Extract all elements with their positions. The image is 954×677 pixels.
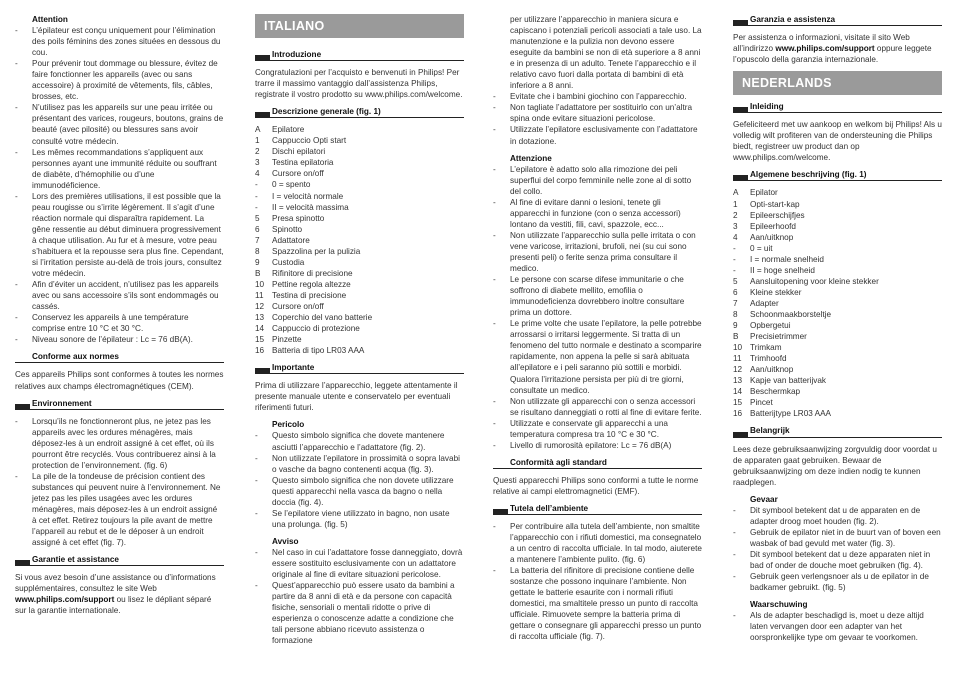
part-item (733, 342, 942, 353)
part-label: Trimhoofd (750, 354, 787, 364)
part-item (733, 243, 942, 254)
part-label: Rifinitore di precisione (272, 268, 353, 278)
attention-list (493, 164, 702, 451)
list-item: - Afin d’éviter un accident, n’utilisez pas les appareils avec ou sans accessoire s’ils sont endommagés ou cassés. (15, 279, 224, 312)
warning-heading: Avviso (272, 536, 299, 546)
important-heading: Belangrijk (733, 425, 942, 437)
part-item (255, 257, 464, 268)
part-key: 11 (733, 354, 742, 364)
part-label: Testina epilatoria (272, 158, 334, 168)
part-label: Precisietrimmer (750, 332, 807, 342)
part-item (255, 157, 464, 168)
list-item: - Non utilizzate gli apparecchi con o senza accessori se risultano danneggiati o rotti al fine di evitare ferite. (493, 396, 702, 418)
part-key: 15 (255, 335, 265, 345)
part-item (733, 331, 942, 342)
part-item (255, 323, 464, 334)
part-key: 10 (733, 343, 743, 353)
part-label: Spazzolina per la pulizia (272, 246, 361, 256)
part-label: Kleine stekker (750, 287, 802, 297)
parts-list (733, 187, 942, 419)
part-key: 3 (733, 221, 738, 231)
list-item: - Utilizzate l’epilatore esclusivamente con l’adattatore in dotazione. (493, 124, 702, 146)
part-item (733, 375, 942, 386)
continued-list (493, 91, 702, 146)
part-key: 7 (255, 235, 260, 245)
part-key: 12 (733, 365, 743, 375)
part-key: - (733, 254, 736, 264)
list-item: - N’utilisez pas les appareils sur une peau irritée ou présentant des varices, rougeurs, boutons, grains de beauté (avec pilosité) ou blessures sans avoir consulté votre médecin. (15, 102, 224, 146)
warranty-text (15, 572, 224, 616)
list-item: - Dit symbool betekent dat u de apparaten en de adapter droog moet houden (fig. 2). (733, 505, 942, 527)
column-dutch (733, 14, 942, 677)
part-label: 0 = spento (272, 180, 311, 190)
part-key: 16 (255, 346, 265, 356)
list-item: - Le prime volte che usate l’epilatore, la pelle potrebbe arrossarsi o irritarsi leggermente. Si tratta di un fenomeno del tutto normale e destinato a scomparire rapidamente, non appena la pelle si sarà abituata all’epilatore e i peli saranno più sottili e morbidi. Qualora l’irritazione persista per più di tre giorni, consultate un medico. (493, 318, 702, 395)
part-item (733, 210, 942, 221)
part-key: - (255, 202, 258, 212)
part-label: Beschermkap (750, 387, 801, 397)
list-item: - Per contribuire alla tutela dell’ambiente, non smaltite l’apparecchio con i rifiuti domestici, ma consegnatelo a un centro di raccolta ufficiale. In tal modo, aiuterete a mantenere l’ambiente pulito. (fig. 6) (493, 521, 702, 565)
part-key: 15 (733, 398, 743, 408)
part-key: - (733, 243, 736, 253)
part-key: 9 (733, 321, 738, 331)
part-item (255, 268, 464, 279)
list-item: - Lors des premières utilisations, il est possible que la peau rougisse ou s’irrite légèrement. Il s’agit d’une réaction normale qui disparaîtra rapidement. La gêne ressentie au début diminuera progressivement à chaque utilisation. Au fur et à mesure, votre peau s’habituera et la repousse sera plus fine. Cependant, si l’irritation persiste au-delà de trois jours, consultez votre médecin. (15, 191, 224, 279)
part-label: Trimkam (750, 343, 782, 353)
conformity-heading: Conformità agli standard (493, 457, 702, 469)
part-key: 4 (255, 169, 260, 179)
part-item (255, 213, 464, 224)
part-item (255, 135, 464, 146)
part-item (733, 386, 942, 397)
intro-heading: Introduzione (255, 49, 464, 61)
conformity-heading: Conforme aux normes (15, 351, 224, 363)
part-item (733, 276, 942, 287)
part-item (733, 309, 942, 320)
part-label: Dischi epilatori (272, 147, 326, 157)
warranty-text-part: Per assistenza o informazioni, visitate il sito Web all’indirizzo (733, 33, 910, 54)
part-label: Cappuccio di protezione (272, 324, 360, 334)
intro-heading: Inleiding (733, 101, 942, 113)
part-label: Presa spinotto (272, 213, 325, 223)
part-label: Batterijtype LR03 AAA (750, 409, 832, 419)
list-item: - Utilizzate e conservate gli apparecchi a una temperatura compresa tra 10 °C e 30 °C. (493, 418, 702, 440)
part-label: Aansluitopening voor kleine stekker (750, 276, 879, 286)
part-label: Testina di precisione (272, 290, 347, 300)
part-label: Kapje van batterijvak (750, 376, 827, 386)
column-french (15, 14, 224, 677)
part-label: Cappuccio Opti start (272, 136, 347, 146)
intro-text: Gefeliciteerd met uw aankoop en welkom bij Philips! Als u volledig wilt profiteren van de ondersteuning die Philips biedt, registreer uw product dan op www.philips.com/welcome. (733, 120, 942, 163)
part-key: B (255, 268, 261, 278)
part-key: 5 (733, 276, 738, 286)
part-label: 0 = uit (750, 243, 773, 253)
column-italian (255, 14, 464, 677)
part-item (733, 232, 942, 243)
part-label: II = velocità massima (272, 202, 349, 212)
part-item (255, 124, 464, 135)
part-label: Aan/uitknop (750, 232, 794, 242)
part-key: 6 (255, 224, 260, 234)
part-item (733, 254, 942, 265)
part-item (733, 287, 942, 298)
part-key: 14 (255, 324, 265, 334)
part-key: 3 (255, 158, 260, 168)
list-item: - Se l’epilatore viene utilizzato in bagno, non usate una prolunga. (fig. 5) (255, 508, 464, 530)
part-label: Schoonmaakborsteltje (750, 309, 832, 319)
part-label: Custodia (272, 257, 305, 267)
danger-heading: Pericolo (272, 420, 305, 430)
column-italian-continued (493, 14, 702, 677)
support-link[interactable]: www.philips.com/support (15, 595, 115, 605)
part-key: - (255, 191, 258, 201)
part-item (733, 320, 942, 331)
description-heading: Algemene beschrijving (fig. 1) (733, 169, 942, 181)
parts-list (255, 124, 464, 356)
part-item (255, 179, 464, 190)
part-key: - (733, 265, 736, 275)
part-key: 14 (733, 387, 743, 397)
list-item: - Pour prévenir tout dommage ou blessure, évitez de faire fonctionner les appareils (avec ou sans accessoire) à proximité de vêtements, fils, câbles, brosses, etc. (15, 58, 224, 102)
continued-text: per utilizzare l’apparecchio in maniera sicura e capiscano i potenziali pericoli associati a tale uso. La manutenzione e la pulizia non devono essere eseguite da bambini se non di età superiore a 8 anni e in presenza di un adulto. Tenete l’apparecchio e il relativo cavo fuori dalla portata di bambini di età inferiore a 8 anni. (510, 15, 702, 91)
list-item: - La pile de la tondeuse de précision contient des substances qui peuvent nuire à l’environnement. Ne jetez pas les piles usagées avec les ordures ménagères, mais déposez-les à un endroit assigné à cet effet. Retirez toujours la pile avant de mettre l’appareil au rebut et de le déposer à un endroit assigné à cet effet (fig. 7). (15, 471, 224, 548)
part-key: B (733, 332, 739, 342)
part-label: Aan/uitknop (750, 365, 794, 375)
part-label: Epileerhoofd (750, 221, 796, 231)
warranty-heading: Garanzia e assistenza (733, 14, 942, 26)
important-heading: Importante (255, 362, 464, 374)
part-item (255, 345, 464, 356)
part-item (255, 168, 464, 179)
part-label: Adattatore (272, 235, 310, 245)
warning-heading: Waarschuwing (750, 600, 808, 610)
warranty-text (733, 32, 942, 65)
part-key: 13 (733, 376, 743, 386)
part-key: 6 (733, 287, 738, 297)
part-item (255, 235, 464, 246)
conformity-text: Questi apparecchi Philips sono conformi a tutte le norme relative ai campi elettromagnetici (EMF). (493, 475, 699, 496)
language-banner-italiano: ITALIANO (255, 14, 464, 38)
list-item: - Les mêmes recommandations s’appliquent aux personnes ayant une immunité réduite ou souffrant de diabète, d’hémophilie ou d’une immunodéficience. (15, 147, 224, 191)
description-heading: Descrizione generale (fig. 1) (255, 106, 464, 118)
list-item: - Niveau sonore de l’épilateur : Lc = 76 dB(A). (15, 334, 224, 345)
part-item (733, 353, 942, 364)
attention-heading: Attention (32, 15, 68, 24)
environment-list (493, 521, 702, 643)
list-item: - Livello di rumorosità epilatore: Lc = 76 dB(A) (493, 440, 702, 451)
list-item: - Evitate che i bambini giochino con l’apparecchio. (493, 91, 702, 102)
language-banner-nederlands: NEDERLANDS (733, 71, 942, 95)
important-text: Prima di utilizzare l’apparecchio, leggete attentamente il presente manuale utente e conservatelo per eventuali riferimenti futuri. (255, 381, 458, 413)
part-label: Epileerschijfjes (750, 210, 805, 220)
list-item: - Als de adapter beschadigd is, moet u deze altijd laten vervangen door een adapter van het oorspronkelijke type om gevaar te voorkomen. (733, 610, 942, 643)
part-label: Epilatore (272, 125, 305, 135)
list-item: - La batteria del rifinitore di precisione contiene delle sostanze che possono inquinare l’ambiente. Non gettate le batterie esaurite con i normali rifiuti domestici, ma smaltitele presso un punto di raccolta ufficiale. Rimuovete sempre la batteria prima di gettare o consegnare gli apparecchi presso un punto di raccolta ufficiale (fig. 7). (493, 565, 702, 642)
danger-list (733, 505, 942, 593)
part-item (255, 202, 464, 213)
intro-text: Congratulazioni per l’acquisto e benvenuti in Philips! Per trarre il massimo vantaggio dall’assistenza Philips, registrate il vostro prodotto su www.philips.com/welcome. (255, 68, 463, 100)
list-item: - Non utilizzate l’apparecchio sulla pelle irritata o con vene varicose, irritazioni, brufoli, nei (su cui sono presenti peli) o ferite senza prima consultare il medico. (493, 230, 702, 274)
part-item (255, 246, 464, 257)
list-item: - L’épilateur est conçu uniquement pour l’élimination des poils féminins des zones situées en dessous du cou. (15, 25, 224, 58)
part-item (255, 146, 464, 157)
part-item (733, 408, 942, 419)
list-item: - Dit symbool betekent dat u deze apparaten niet in bad of onder de douche moet gebruiken (fig. 4). (733, 549, 942, 571)
part-item (255, 191, 464, 202)
part-key: 8 (733, 309, 738, 319)
list-item: - Gebruik geen verlengsnoer als u de epilator in de badkamer gebruikt. (fig. 5) (733, 571, 942, 593)
part-label: Adapter (750, 298, 779, 308)
part-item (255, 301, 464, 312)
warranty-heading: Garantie et assistance (15, 554, 224, 566)
part-item (255, 290, 464, 301)
part-key: 1 (255, 136, 260, 146)
part-item (733, 364, 942, 375)
part-label: Pincet (750, 398, 773, 408)
part-key: 11 (255, 290, 264, 300)
part-label: Pettine regola altezze (272, 279, 351, 289)
part-key: 5 (255, 213, 260, 223)
part-item (733, 221, 942, 232)
warranty-text-part: ou lisez le dépliant séparé sur la garantie internationale. (15, 595, 212, 616)
part-key: 2 (255, 147, 260, 157)
part-item (255, 224, 464, 235)
part-label: Coperchio del vano batterie (272, 313, 373, 323)
part-key: 16 (733, 409, 743, 419)
part-key: 7 (733, 298, 738, 308)
attention-list (15, 25, 224, 345)
part-label: Cursore on/off (272, 301, 324, 311)
warranty-text-part: Si vous avez besoin d’une assistance ou d’informations supplémentaires, consultez le site Web (15, 573, 216, 594)
list-item: - Questo simbolo significa che dovete mantenere asciutti l’apparecchio e l’adattatore (fig. 2). (255, 430, 464, 452)
environment-heading: Environnement (15, 398, 224, 410)
list-item: - Nel caso in cui l’adattatore fosse danneggiato, dovrà essere sostituito esclusivamente con un adattatore originale al fine di evitare situazioni pericolose. (255, 547, 464, 580)
danger-heading: Gevaar (750, 494, 778, 504)
part-key: A (733, 188, 739, 198)
part-key: A (255, 125, 261, 135)
list-item: - L’epilatore è adatto solo alla rimozione dei peli superflui del corpo femminile nelle zone al di sotto del collo. (493, 164, 702, 197)
warning-list (733, 610, 942, 643)
part-item (733, 265, 942, 276)
part-label: Pinzette (272, 335, 302, 345)
part-key: 4 (733, 232, 738, 242)
list-item: - Al fine di evitare danni o lesioni, tenete gli apparecchi in funzione (con o senza accessori) lontano da vestiti, fili, cavi, spazzole, ecc... (493, 197, 702, 230)
part-label: Cursore on/off (272, 169, 324, 179)
part-label: Opbergetui (750, 321, 791, 331)
list-item: - Conservez les appareils à une température comprise entre 10 °C et 30 °C. (15, 312, 224, 334)
part-label: Opti-start-kap (750, 199, 800, 209)
part-key: 1 (733, 199, 738, 209)
part-key: 8 (255, 246, 260, 256)
part-item (733, 298, 942, 309)
part-label: Epilator (750, 188, 778, 198)
conformity-text: Ces appareils Philips sont conformes à toutes les normes relatives aux champs électromagnétiques (CEM). (15, 370, 224, 391)
part-key: 9 (255, 257, 260, 267)
warning-list (255, 547, 464, 646)
list-item: - Lorsqu’ils ne fonctionneront plus, ne jetez pas les appareils avec les ordures ménagères, mais déposez-les à un endroit assigné à cet effet, où ils pourront être recyclés. Vous contribuerez ainsi à la protection de l’environnement. (fig. 6) (15, 416, 224, 471)
attention-heading: Attenzione (510, 153, 552, 163)
part-key: - (255, 180, 258, 190)
danger-list (255, 430, 464, 529)
important-text: Lees deze gebruiksaanwijzing zorgvuldig door voordat u de apparaten gaat gebruiken. Bewaar de gebruiksaanwijzing om deze indien nodig te kunnen raadplegen. (733, 444, 937, 487)
part-item (255, 334, 464, 345)
part-key: 12 (255, 301, 265, 311)
warranty-text-part: oppure leggete l’opuscolo della garanzia internazionale. (733, 44, 932, 65)
part-item (733, 397, 942, 408)
environment-heading: Tutela dell’ambiente (493, 503, 702, 515)
part-label: Batteria di tipo LR03 AAA (272, 346, 365, 356)
list-item: - Non tagliate l’adattatore per sostituirlo con un’altra spina onde evitare situazioni pericolose. (493, 102, 702, 124)
list-item: - Quest’apparecchio può essere usato da bambini a partire da 8 anni di età e da persone con capacità fisiche, sensoriali o mentali ridotte o prive di esperienza o conoscenze adatte a condizione che tali persone abbiano ricevuto assistenza o formazione (255, 580, 464, 646)
part-item (733, 199, 942, 210)
part-key: 2 (733, 210, 738, 220)
support-link[interactable]: www.philips.com/support (775, 44, 875, 54)
list-item: - Questo simbolo significa che non dovete utilizzare questi apparecchi nella vasca da bagno o nella doccia (fig. 4). (255, 475, 464, 508)
list-item: - Non utilizzate l’epilatore in prossimità o sopra lavabi o vasche da bagno contenenti acqua (fig. 3). (255, 453, 464, 475)
part-item (255, 279, 464, 290)
part-key: 10 (255, 279, 265, 289)
part-label: Spinotto (272, 224, 303, 234)
part-item (255, 312, 464, 323)
part-label: II = hoge snelheid (750, 265, 815, 275)
list-item: - Le persone con scarse difese immunitarie o che soffrono di diabete mellito, emofilia o immunodeficienza dovrebbero inoltre consultare prima un dottore. (493, 274, 702, 318)
part-key: 13 (255, 313, 265, 323)
list-item: - Gebruik de epilator niet in de buurt van of boven een wasbak of bad gevuld met water (fig. 3). (733, 527, 942, 549)
part-label: I = normale snelheid (750, 254, 824, 264)
part-label: I = velocità normale (272, 191, 344, 201)
environment-list (15, 416, 224, 549)
part-item (733, 187, 942, 198)
